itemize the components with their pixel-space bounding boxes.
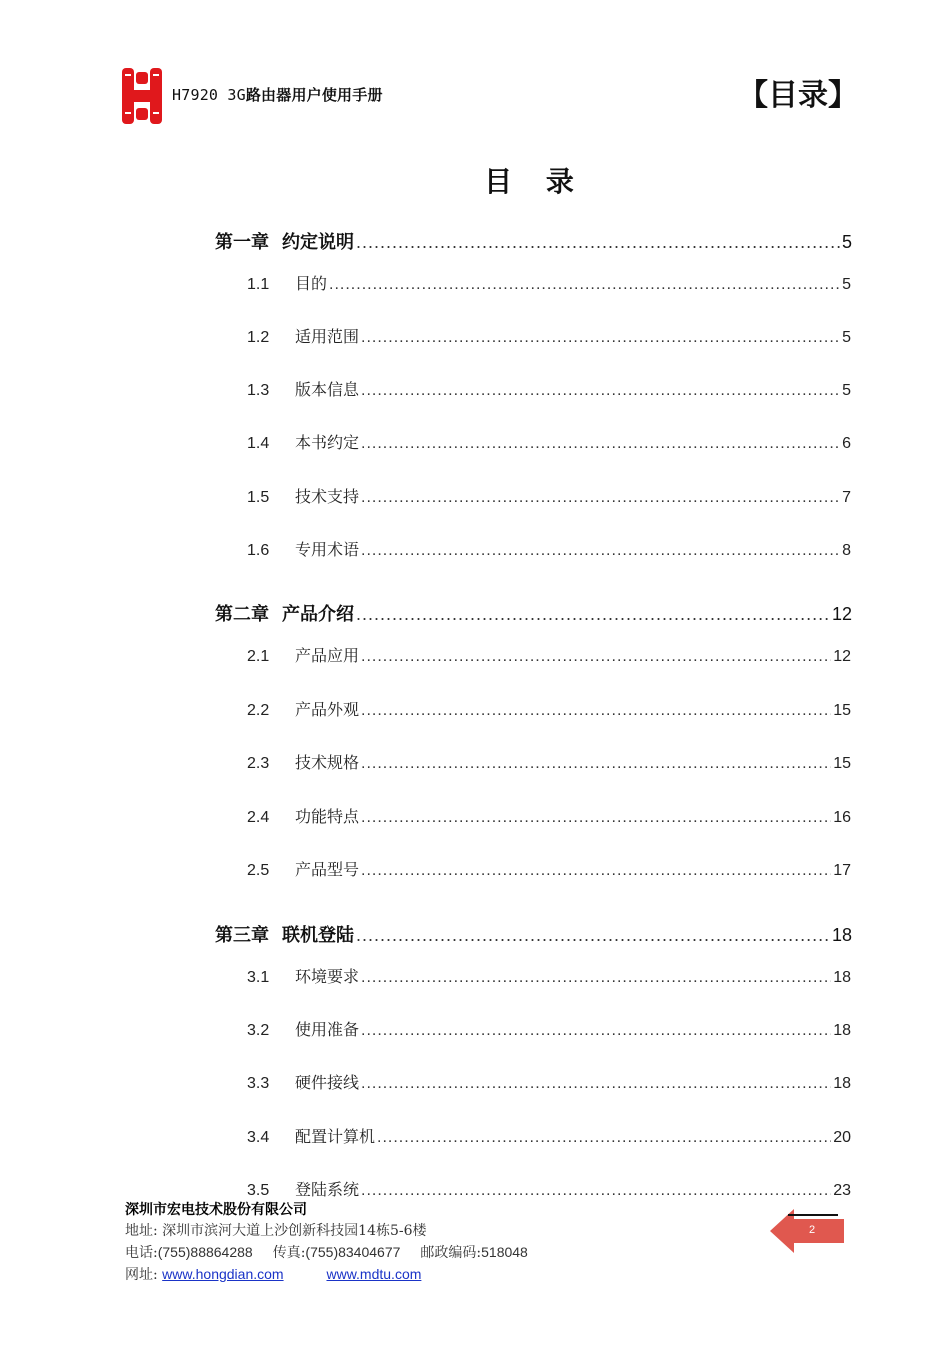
toc-chapter-entry[interactable] xyxy=(215,921,852,947)
toc-entry-title: 功能特点 xyxy=(295,807,360,826)
toc-entry-number: 1.3 xyxy=(247,382,270,399)
toc-dot-leader xyxy=(361,648,831,666)
toc-dot-leader xyxy=(361,702,831,720)
toc-entry-title: 产品介绍 xyxy=(282,604,354,625)
company-logo xyxy=(120,66,164,126)
toc-entry-page: 12 xyxy=(831,604,852,624)
contact-line xyxy=(125,1242,528,1264)
website-link-hongdian[interactable]: www.hongdian.com xyxy=(162,1266,284,1282)
toc-entry-number: 1.6 xyxy=(247,542,270,559)
toc-dot-leader xyxy=(361,542,840,560)
toc-entry-title: 约定说明 xyxy=(282,232,354,253)
toc-entry-page: 18 xyxy=(833,969,851,986)
toc-entry-number: 3.2 xyxy=(247,1022,270,1039)
toc-entry-page: 23 xyxy=(833,1182,851,1199)
toc-section-entry[interactable] xyxy=(247,1177,851,1200)
model-name: H7920 3G xyxy=(172,86,246,104)
toc-dot-leader xyxy=(361,435,840,453)
toc-entry-number: 第三章 xyxy=(215,925,269,946)
toc-entry-title: 技术规格 xyxy=(295,753,360,772)
section-label: 【目录】 xyxy=(738,78,858,113)
toc-dot-leader xyxy=(356,604,830,625)
address-value: 深圳市滨河大道上沙创新科技园14栋5-6楼 xyxy=(162,1223,427,1239)
toc-entry-number: 2.5 xyxy=(247,862,270,879)
company-name: 深圳市宏电技术股份有限公司 xyxy=(125,1202,307,1218)
toc-entry-title: 配置计算机 xyxy=(295,1127,376,1146)
toc-section-entry[interactable] xyxy=(247,643,851,666)
toc-entry-page: 5 xyxy=(841,232,852,252)
toc-dot-leader xyxy=(361,382,840,400)
toc-dot-leader xyxy=(361,809,831,827)
toc-section-entry[interactable] xyxy=(247,750,851,773)
toc-section-entry[interactable] xyxy=(247,377,851,400)
toc-section-entry[interactable] xyxy=(247,804,851,827)
toc-section-entry[interactable] xyxy=(247,324,851,347)
toc-section-entry[interactable] xyxy=(247,1017,851,1040)
toc-dot-leader xyxy=(356,232,840,253)
toc-entry-number: 3.5 xyxy=(247,1182,270,1199)
toc-dot-leader xyxy=(361,329,840,347)
toc-chapter-entry[interactable] xyxy=(215,600,852,626)
toc-entry-number: 第二章 xyxy=(215,604,269,625)
toc-entry-page: 16 xyxy=(833,809,851,826)
toc-dot-leader xyxy=(361,1182,831,1200)
toc-section-entry[interactable] xyxy=(247,964,851,987)
toc-entry-page: 8 xyxy=(842,542,851,559)
toc-entry-title: 目的 xyxy=(295,274,328,293)
toc-entry-page: 6 xyxy=(842,435,851,452)
toc-section-entry[interactable] xyxy=(247,537,851,560)
toc-entry-title: 产品型号 xyxy=(295,860,360,879)
address-label: 地址: xyxy=(125,1223,158,1239)
toc-heading: 目 录 xyxy=(484,165,586,198)
toc-entry-number: 1.1 xyxy=(247,276,270,293)
toc-dot-leader xyxy=(361,755,831,773)
toc-dot-leader xyxy=(361,1022,831,1040)
toc-entry-title: 产品外观 xyxy=(295,700,360,719)
fax-value: (755)83404677 xyxy=(305,1244,401,1260)
toc-chapter-entry[interactable] xyxy=(215,228,852,254)
toc-entry-page: 15 xyxy=(833,755,851,772)
toc-entry-number: 3.1 xyxy=(247,969,270,986)
toc-entry-title: 技术支持 xyxy=(295,487,360,506)
toc-section-entry[interactable] xyxy=(247,1124,851,1147)
website-line xyxy=(125,1264,528,1286)
toc-entry-page: 20 xyxy=(833,1129,851,1146)
phone-value: (755)88864288 xyxy=(157,1244,253,1260)
toc-section-entry[interactable] xyxy=(247,857,851,880)
toc-entry-number: 1.5 xyxy=(247,489,270,506)
fax-label: 传真: xyxy=(272,1245,306,1261)
toc-entry-number: 2.1 xyxy=(247,648,270,665)
toc-dot-leader xyxy=(329,276,840,294)
toc-entry-page: 5 xyxy=(842,329,851,346)
toc-dot-leader xyxy=(361,489,840,507)
footer xyxy=(125,1200,528,1286)
toc-entry-page: 17 xyxy=(833,862,851,879)
toc-entry-page: 15 xyxy=(833,702,851,719)
toc-dot-leader xyxy=(377,1129,831,1147)
toc-entry-number: 2.4 xyxy=(247,809,270,826)
toc-entry-title: 本书约定 xyxy=(295,433,360,452)
toc-section-entry[interactable] xyxy=(247,1070,851,1093)
toc-entry-title: 版本信息 xyxy=(295,380,360,399)
toc-entry-number: 第一章 xyxy=(215,232,269,253)
toc-entry-number: 1.2 xyxy=(247,329,270,346)
toc-dot-leader xyxy=(356,925,830,946)
toc-section-entry[interactable] xyxy=(247,271,851,294)
toc-entry-title: 环境要求 xyxy=(295,967,360,986)
address-line xyxy=(125,1221,528,1242)
toc-entry-title: 专用术语 xyxy=(295,540,360,559)
toc-entry-page: 18 xyxy=(833,1022,851,1039)
toc-entry-number: 1.4 xyxy=(247,435,270,452)
manual-title xyxy=(172,84,383,105)
page-badge-rule xyxy=(788,1214,838,1216)
page-number: 2 xyxy=(808,1224,816,1236)
toc-entry-title: 使用准备 xyxy=(295,1020,360,1039)
toc-entry-number: 3.4 xyxy=(247,1129,270,1146)
toc-entry-number: 3.3 xyxy=(247,1075,270,1092)
toc-entry-page: 5 xyxy=(842,382,851,399)
toc-section-entry[interactable] xyxy=(247,697,851,720)
toc-dot-leader xyxy=(361,862,831,880)
toc-dot-leader xyxy=(361,1075,831,1093)
toc-entry-number: 2.3 xyxy=(247,755,270,772)
toc-entry-title: 联机登陆 xyxy=(282,925,354,946)
toc-entry-title: 硬件接线 xyxy=(295,1073,360,1092)
phone-label: 电话: xyxy=(125,1245,158,1261)
toc-entry-title: 产品应用 xyxy=(295,646,360,665)
toc-entry-page: 5 xyxy=(842,276,851,293)
toc-entry-number: 2.2 xyxy=(247,702,270,719)
toc-entry-title: 适用范围 xyxy=(295,327,360,346)
toc-entry-page: 12 xyxy=(833,648,851,665)
toc-section-entry[interactable] xyxy=(247,484,851,507)
toc-entry-title: 登陆系统 xyxy=(295,1180,360,1199)
toc-section-entry[interactable] xyxy=(247,430,851,453)
website-link-mdtu[interactable]: www.mdtu.com xyxy=(326,1266,422,1282)
toc-entry-page: 7 xyxy=(842,489,851,506)
postcode-value: 518048 xyxy=(481,1244,528,1260)
toc-dot-leader xyxy=(361,969,831,987)
postcode-label: 邮政编码: xyxy=(420,1245,482,1261)
website-label: 网址: xyxy=(125,1267,158,1283)
toc-entry-page: 18 xyxy=(833,1075,851,1092)
toc-entry-page: 18 xyxy=(831,925,852,945)
manual-name: 路由器用户使用手册 xyxy=(245,86,383,104)
